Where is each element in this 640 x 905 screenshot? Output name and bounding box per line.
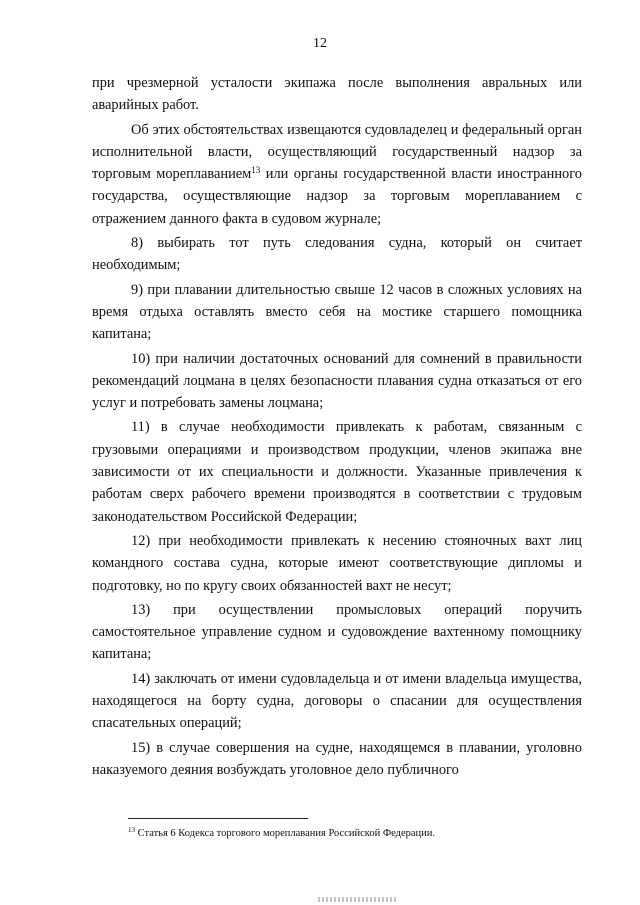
paragraph: при чрезмерной усталости экипажа после выполнения авральных или аварийных работ. — [92, 75, 582, 114]
body-text — [92, 72, 582, 783]
paragraph: 9) при плавании длительностью свыше 12 часов в сложных условиях на время отдыха оставлять вместо себя на мостике старшего помощника капитана; — [92, 281, 582, 343]
paragraph-text: или органы государственной власти иностранного государства, осуществляющие надзор за торговым мореплаванием с отражением данного факта в судовом журнале; — [92, 166, 582, 227]
paragraph: 13) при осуществлении промысловых операций поручить самостоятельное управление судном и судовождение вахтенному помощнику капитана; — [92, 601, 582, 663]
paragraph: 15) в случае совершения на судне, находящемся в плавании, уголовно наказуемого деяния возбуждать уголовное дело публичного — [92, 739, 582, 778]
paragraph — [92, 119, 582, 230]
paragraph: 12) при необходимости привлекать к несению стояночных вахт лиц командного состава судна, которые имеют соответствующие дипломы и подготовку, но по кругу своих обязанностей вахт не несут; — [92, 532, 582, 594]
paragraph-text: Об этих обстоятельствах извещаются судовладелец и федеральный орган исполнительной власти, осуществляющий государственный надзор за торговым мореплаванием — [92, 121, 582, 183]
page-number: 12 — [313, 36, 327, 51]
footnote-reference[interactable]: 13 — [251, 165, 261, 176]
paragraph: 10) при наличии достаточных оснований для сомнений в правильности рекомендаций лоцмана в целях безопасности плавания судна отказаться от его услуг и потребовать замены лоцмана; — [92, 350, 582, 412]
footnote-text: Статья 6 Кодекса торгового мореплавания Российской Федерации. — [135, 828, 436, 839]
paragraph: 11) в случае необходимости привлекать к работам, связанным с грузовыми операциями и производством продукции, членов экипажа вне зависимости от их специальности и должности. Указанные привлечения к работам сверх рабочего времени производятся в соответствии с трудовым законодательством Российской Федерации; — [92, 419, 582, 525]
paragraph: 14) заключать от имени судовладельца и от имени владельца имущества, находящегося на борту судна, договоры о спасании для осуществления спасательных операций; — [92, 670, 582, 732]
scan-artifact — [318, 897, 398, 902]
footnote-number: 13 — [128, 826, 135, 834]
footnote-divider — [128, 818, 308, 819]
footnote — [128, 827, 588, 841]
paragraph: 8) выбирать тот путь следования судна, который он считает необходимым; — [92, 235, 582, 274]
